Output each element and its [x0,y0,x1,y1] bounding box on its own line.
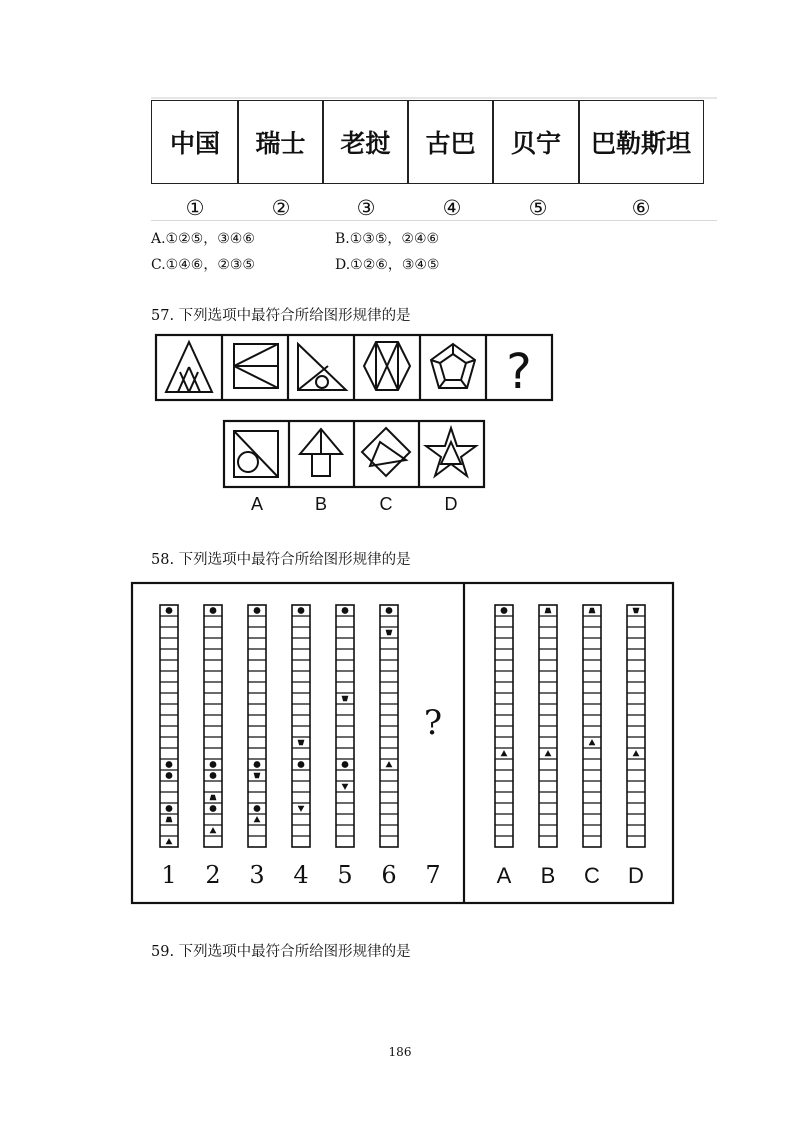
country-box-6 [578,100,704,184]
q58-stem-column-5 [336,605,354,847]
triangle-with-circle-figure [298,344,346,390]
inverted-trapezoid-symbol [386,630,393,635]
q58-figure-panel [130,580,676,906]
q56-option-d: D.①②⑥，③④⑤ [335,257,440,273]
bottom-gray-line [151,220,717,221]
square-diagonal-circle-figure [234,431,278,477]
q57-option-letter-c: C [379,494,393,514]
q58-stem-column-2 [204,605,222,847]
country-label: 中国 [169,129,220,158]
country-number-4: ④ [442,196,462,220]
q57-question: 57. 下列选项中最符合所给图形规律的是 [151,308,411,324]
country-label: 贝宁 [510,129,561,158]
q57-option-letter-d: D [444,494,458,514]
q58-column-label: 3 [249,861,265,889]
country-label: 老挝 [340,129,391,158]
q58-column-label: 1 [161,861,177,889]
circle-symbol [298,761,305,768]
country-label: 巴勒斯坦 [590,129,691,158]
q58-question: 58. 下列选项中最符合所给图形规律的是 [151,552,411,568]
q57-option-letter-a: A [250,494,263,514]
q58-option-label: A [496,863,512,888]
triangle-symbol [254,816,261,822]
q58-stem-column-1 [160,605,178,847]
q57-option-figures [220,416,490,492]
trapezoid-symbol [210,795,217,800]
circle-symbol [501,607,508,614]
triangle-symbol [501,750,508,756]
page-number: 186 [388,1045,412,1059]
circle-symbol [210,805,217,812]
country-number-5: ⑤ [528,196,548,220]
circle-symbol [166,772,173,779]
q58-option-label: B [540,863,556,888]
q58-stem-column-4 [292,605,310,847]
trapezoid-symbol [589,608,596,613]
circle-symbol [210,772,217,779]
inverted-trapezoid-symbol [254,773,261,778]
country-box-4 [407,100,494,184]
q58-stem-column-3 [248,605,266,847]
country-row [151,100,717,186]
country-number-3: ③ [356,196,376,220]
circle-symbol [254,761,261,768]
q57-question-mark: ? [506,344,532,400]
q58-column-label: 5 [337,861,353,889]
inverted-triangle-symbol [342,784,349,790]
triangle-symbol [589,739,596,745]
q56-option-c: C.①④⑥，②③⑤ [151,257,255,273]
country-number-2: ② [271,196,291,220]
circle-symbol [210,761,217,768]
country-label: 古巴 [425,129,476,158]
circle-symbol [166,607,173,614]
hexagon-with-x-figure [364,342,410,390]
q57-option-letter-b: B [314,494,327,514]
circle-symbol [254,607,261,614]
circle-symbol [210,607,217,614]
q56-option-a: A.①②⑤，③④⑥ [151,231,255,247]
circle-symbol [342,761,349,768]
square-crossed-lines-figure [234,344,278,388]
trapezoid-symbol [166,817,173,822]
q58-option-label: D [628,863,644,888]
q56-option-b: B.①③⑤，②④⑥ [335,231,440,247]
inverted-trapezoid-symbol [633,608,640,613]
circle-symbol [386,607,393,614]
q58-column-label: 6 [381,861,397,889]
triangle-symbol [210,827,217,833]
rotated-square-triangle-figure [362,428,410,476]
triangle-symbol [386,761,393,767]
q58-question-mark: ? [423,703,443,743]
inverted-triangle-symbol [298,806,305,812]
country-box-1 [151,100,239,184]
circle-symbol [166,805,173,812]
q58-option-column-c [583,605,601,847]
q58-stem-column-6 [380,605,398,847]
inverted-trapezoid-symbol [342,696,349,701]
trapezoid-symbol [545,608,552,613]
arrow-house-figure [300,429,342,476]
triangle-symbol [545,750,552,756]
triangle-symbol [166,838,173,844]
circle-symbol [298,607,305,614]
q58-column-label: 7 [425,861,441,889]
country-number-6: ⑥ [631,196,651,220]
country-box-5 [492,100,580,184]
q57-stem-figures [150,330,562,404]
triangle-symbol [633,750,640,756]
q58-column-label: 2 [205,861,221,889]
country-number-1: ① [185,196,205,220]
q58-option-column-b [539,605,557,847]
q58-option-column-a [495,605,513,847]
country-box-2 [237,100,324,184]
pentagon-star-lines-figure [431,344,475,388]
inverted-trapezoid-symbol [298,740,305,745]
q59-question: 59. 下列选项中最符合所给图形规律的是 [151,944,411,960]
circle-symbol [342,607,349,614]
q58-option-label: C [584,863,600,888]
country-label: 瑞士 [255,129,306,158]
country-box-3 [322,100,409,184]
q58-option-column-d [627,605,645,847]
star-triangle-figure [426,428,476,476]
top-gray-edge [151,97,717,99]
circle-symbol [254,805,261,812]
q58-column-label: 4 [293,861,309,889]
triangle-subdivided-figure [166,342,212,392]
circle-symbol [166,761,173,768]
